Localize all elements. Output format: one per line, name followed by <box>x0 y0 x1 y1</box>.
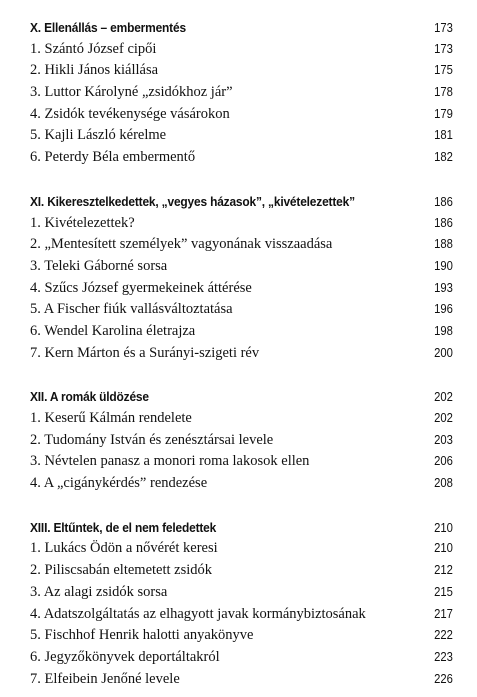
toc-entry-page-number: 175 <box>434 63 453 78</box>
chapter-heading-page-number: 186 <box>434 194 453 209</box>
toc-entry[interactable] <box>30 39 453 61</box>
chapter-heading-page-number: 210 <box>434 520 453 535</box>
toc-entry[interactable] <box>30 213 453 235</box>
toc-entry-title: 1. Kivételezettek? <box>30 214 135 231</box>
toc-entry-page-number: 200 <box>434 345 453 360</box>
toc-entry[interactable] <box>30 256 453 278</box>
toc-entry-title: 2. Tudomány István és zenésztársai levele <box>30 431 274 448</box>
toc-entry-page-number: 181 <box>434 128 453 143</box>
toc-entry-title: 3. Az alagi zsidók sorsa <box>30 583 168 600</box>
toc-entry-title: 7. Elfeibein Jenőné levele <box>30 670 180 687</box>
toc-entry[interactable] <box>30 343 453 365</box>
toc-entry-page-number: 222 <box>434 628 453 643</box>
toc-entry-title: 5. A Fischer fiúk vallásváltoztatása <box>30 301 233 318</box>
toc-entry-page-number: 198 <box>434 323 453 338</box>
toc-entry-page-number: 215 <box>434 584 453 599</box>
chapter-heading-title: X. Ellenállás – embermentés <box>30 20 186 35</box>
toc-entry[interactable] <box>30 234 453 256</box>
chapter-heading-title: XI. Kikeresztelkedettek, „vegyes házasok”, „kivételezettek” <box>30 193 355 209</box>
toc-entry-page-number: 178 <box>434 85 453 100</box>
chapter-heading[interactable] <box>30 517 453 539</box>
chapter-heading[interactable] <box>30 17 453 39</box>
toc-entry[interactable] <box>30 560 453 582</box>
toc-entry-page-number: 188 <box>434 237 453 252</box>
toc-section <box>30 17 453 169</box>
toc-section <box>30 191 453 365</box>
chapter-heading-page-number: 202 <box>434 390 453 405</box>
toc-entry[interactable] <box>30 669 453 691</box>
toc-entry-title: 4. Szűcs József gyermekeinek áttérése <box>30 279 252 296</box>
toc-entry-title: 6. Jegyzőkönyvek deportáltakról <box>30 648 220 665</box>
toc-entry-title: 7. Kern Márton és a Surányi-szigeti rév <box>30 344 260 361</box>
toc-entry-title: 6. Peterdy Béla embermentő <box>30 149 196 166</box>
toc-entry[interactable] <box>30 147 453 169</box>
toc-entry[interactable] <box>30 125 453 147</box>
toc-entry[interactable] <box>30 647 453 669</box>
toc-entry[interactable] <box>30 473 453 495</box>
toc-entry-title: 3. Teleki Gáborné sorsa <box>30 257 168 274</box>
toc-entry-page-number: 190 <box>434 258 453 273</box>
toc-entry-title: 1. Szántó József cipői <box>30 40 157 57</box>
toc-section <box>30 517 453 691</box>
section-spacer <box>30 169 453 191</box>
toc-entry-page-number: 203 <box>434 432 453 447</box>
toc-entry-title: 3. Luttor Károlyné „zsidókhoz jár” <box>30 84 233 101</box>
toc-entry[interactable] <box>30 60 453 82</box>
toc-entry-page-number: 208 <box>434 476 453 491</box>
toc-entry-page-number: 182 <box>434 150 453 165</box>
toc-entry-page-number: 212 <box>434 563 453 578</box>
toc-entry-page-number: 179 <box>434 106 453 121</box>
toc-entry-page-number: 196 <box>434 302 453 317</box>
toc-entry-title: 1. Keserű Kálmán rendelete <box>30 410 192 426</box>
toc-entry[interactable] <box>30 430 453 452</box>
chapter-heading-title: XII. A romák üldözése <box>30 389 149 405</box>
chapter-heading-page-number: 173 <box>434 21 453 35</box>
toc-entry-page-number: 206 <box>434 454 453 469</box>
toc-entry[interactable] <box>30 104 453 126</box>
toc-entry-title: 5. Kajli László kérelme <box>30 127 167 144</box>
toc-entry[interactable] <box>30 82 453 104</box>
toc-entry-title: 4. Zsidók tevékenysége vásárokon <box>30 105 230 122</box>
chapter-heading[interactable] <box>30 191 453 213</box>
table-of-contents <box>30 17 453 690</box>
toc-entry-page-number: 226 <box>434 671 453 686</box>
toc-entry-page-number: 186 <box>434 215 453 230</box>
toc-entry-page-number: 210 <box>434 541 453 556</box>
toc-entry[interactable] <box>30 625 453 647</box>
toc-entry[interactable] <box>30 299 453 321</box>
toc-entry[interactable] <box>30 451 453 473</box>
chapter-heading[interactable] <box>30 386 453 408</box>
toc-entry[interactable] <box>30 278 453 300</box>
toc-entry-page-number: 223 <box>434 649 453 664</box>
toc-entry-page-number: 173 <box>434 41 453 56</box>
toc-entry[interactable] <box>30 582 453 604</box>
section-spacer <box>30 495 453 517</box>
toc-entry[interactable] <box>30 408 453 430</box>
toc-section <box>30 386 453 494</box>
toc-entry-page-number: 202 <box>434 411 453 425</box>
toc-entry-title: 4. A „cigánykérdés” rendezése <box>30 475 208 492</box>
toc-entry[interactable] <box>30 538 453 560</box>
toc-entry[interactable] <box>30 604 453 626</box>
chapter-heading-title: XIII. Eltűntek, de el nem feledettek <box>30 519 217 535</box>
toc-entry-page-number: 217 <box>434 606 453 621</box>
section-spacer <box>30 364 453 386</box>
toc-entry-title: 6. Wendel Karolina életrajza <box>30 322 196 339</box>
toc-entry-title: 2. Piliscsabán eltemetett zsidók <box>30 562 213 579</box>
toc-entry-title: 3. Névtelen panasz a monori roma lakosok ellen <box>30 453 310 470</box>
toc-entry-page-number: 193 <box>434 280 453 295</box>
toc-entry-title: 2. „Mentesített személyek” vagyonának visszaadása <box>30 236 333 253</box>
toc-entry-title: 2. Hikli János kiállása <box>30 62 159 79</box>
toc-entry-title: 5. Fischhof Henrik halotti anyakönyve <box>30 627 254 644</box>
toc-entry-title: 1. Lukács Ödön a nővérét keresi <box>30 540 218 557</box>
toc-entry[interactable] <box>30 321 453 343</box>
toc-entry-title: 4. Adatszolgáltatás az elhagyott javak kormánybiztosának <box>30 605 366 622</box>
